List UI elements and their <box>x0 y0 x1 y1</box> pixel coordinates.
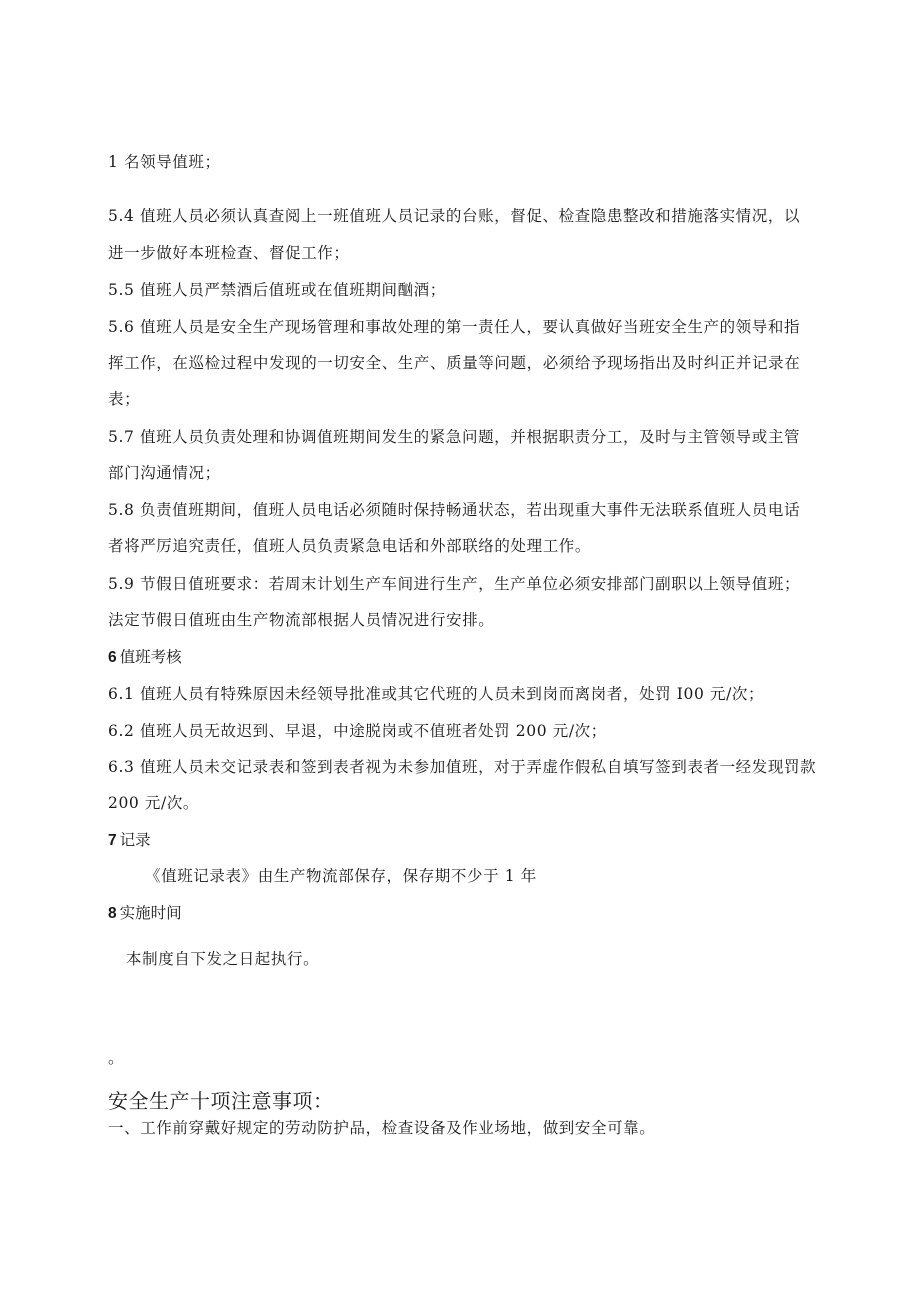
text-line: 《值班记录表》由生产物流部保存，保存期不少于 1 年 <box>145 867 537 885</box>
text-line: 200 元/次。 <box>108 794 200 812</box>
section-heading-7 <box>108 830 151 851</box>
text-line: 表； <box>108 390 141 408</box>
section-heading-8 <box>108 903 182 924</box>
text-line: 6.1 值班人员有特殊原因未经领导批准或其它代班的人员未到岗而离岗者，处罚 I00 元/次； <box>108 685 765 703</box>
text-line: 。 <box>108 1048 125 1067</box>
section-title: 值班考核 <box>119 648 182 666</box>
text-line: 5.4 值班人员必须认真查阅上一班值班人员记录的台账，督促、检查隐患整改和措施落实情况，以 <box>108 207 801 225</box>
document-title: 安全生产十项注意事项： <box>108 1089 334 1113</box>
section-number: 7 <box>108 832 117 849</box>
section-title: 记录 <box>119 831 151 849</box>
text-line: 6.3 值班人员未交记录表和签到表者视为未参加值班，对于弄虚作假私自填写签到表者一经发现罚款 <box>108 758 817 776</box>
text-line: 5.7 值班人员负责处理和协调值班期间发生的紧急问题，并根据职责分工，及时与主管领导或主管 <box>108 428 801 446</box>
text-line: 一、工作前穿戴好规定的劳动防护品，检查设备及作业场地，做到安全可靠。 <box>108 1119 656 1137</box>
section-number: 6 <box>108 649 117 666</box>
text-line: 1 名领导值班； <box>108 153 221 171</box>
text-line: 5.8 负责值班期间，值班人员电话必须随时保持畅通状态，若出现重大事件无法联系值班人员电话 <box>108 501 801 519</box>
text-line: 法定节假日值班由生产物流部根据人员情况进行安排。 <box>108 611 495 629</box>
text-line: 本制度自下发之日起执行。 <box>126 950 320 968</box>
text-line: 部门沟通情况； <box>108 464 221 482</box>
section-number: 8 <box>108 905 117 922</box>
text-line: 5.6 值班人员是安全生产现场管理和事故处理的第一责任人，要认真做好当班安全生产的领导和指 <box>108 318 801 336</box>
text-line: 6.2 值班人员无故迟到、早退，中途脱岗或不值班者处罚 200 元/次； <box>108 722 607 740</box>
text-line: 5.9 节假日值班要求：若周末计划生产车间进行生产，生产单位必须安排部门副职以上领导值班； <box>108 575 801 593</box>
text-line: 进一步做好本班检查、督促工作； <box>108 244 350 262</box>
text-line: 5.5 值班人员严禁酒后值班或在值班期间酗酒； <box>108 281 446 299</box>
section-title: 实施时间 <box>119 904 182 922</box>
text-line: 者将严厉追究责任，值班人员负责紧急电话和外部联络的处理工作。 <box>108 537 592 555</box>
text-line: 挥工作，在巡检过程中发现的一切安全、生产、质量等问题，必须给予现场指出及时纠正并记录在 <box>108 354 801 372</box>
section-heading-6 <box>108 647 182 668</box>
